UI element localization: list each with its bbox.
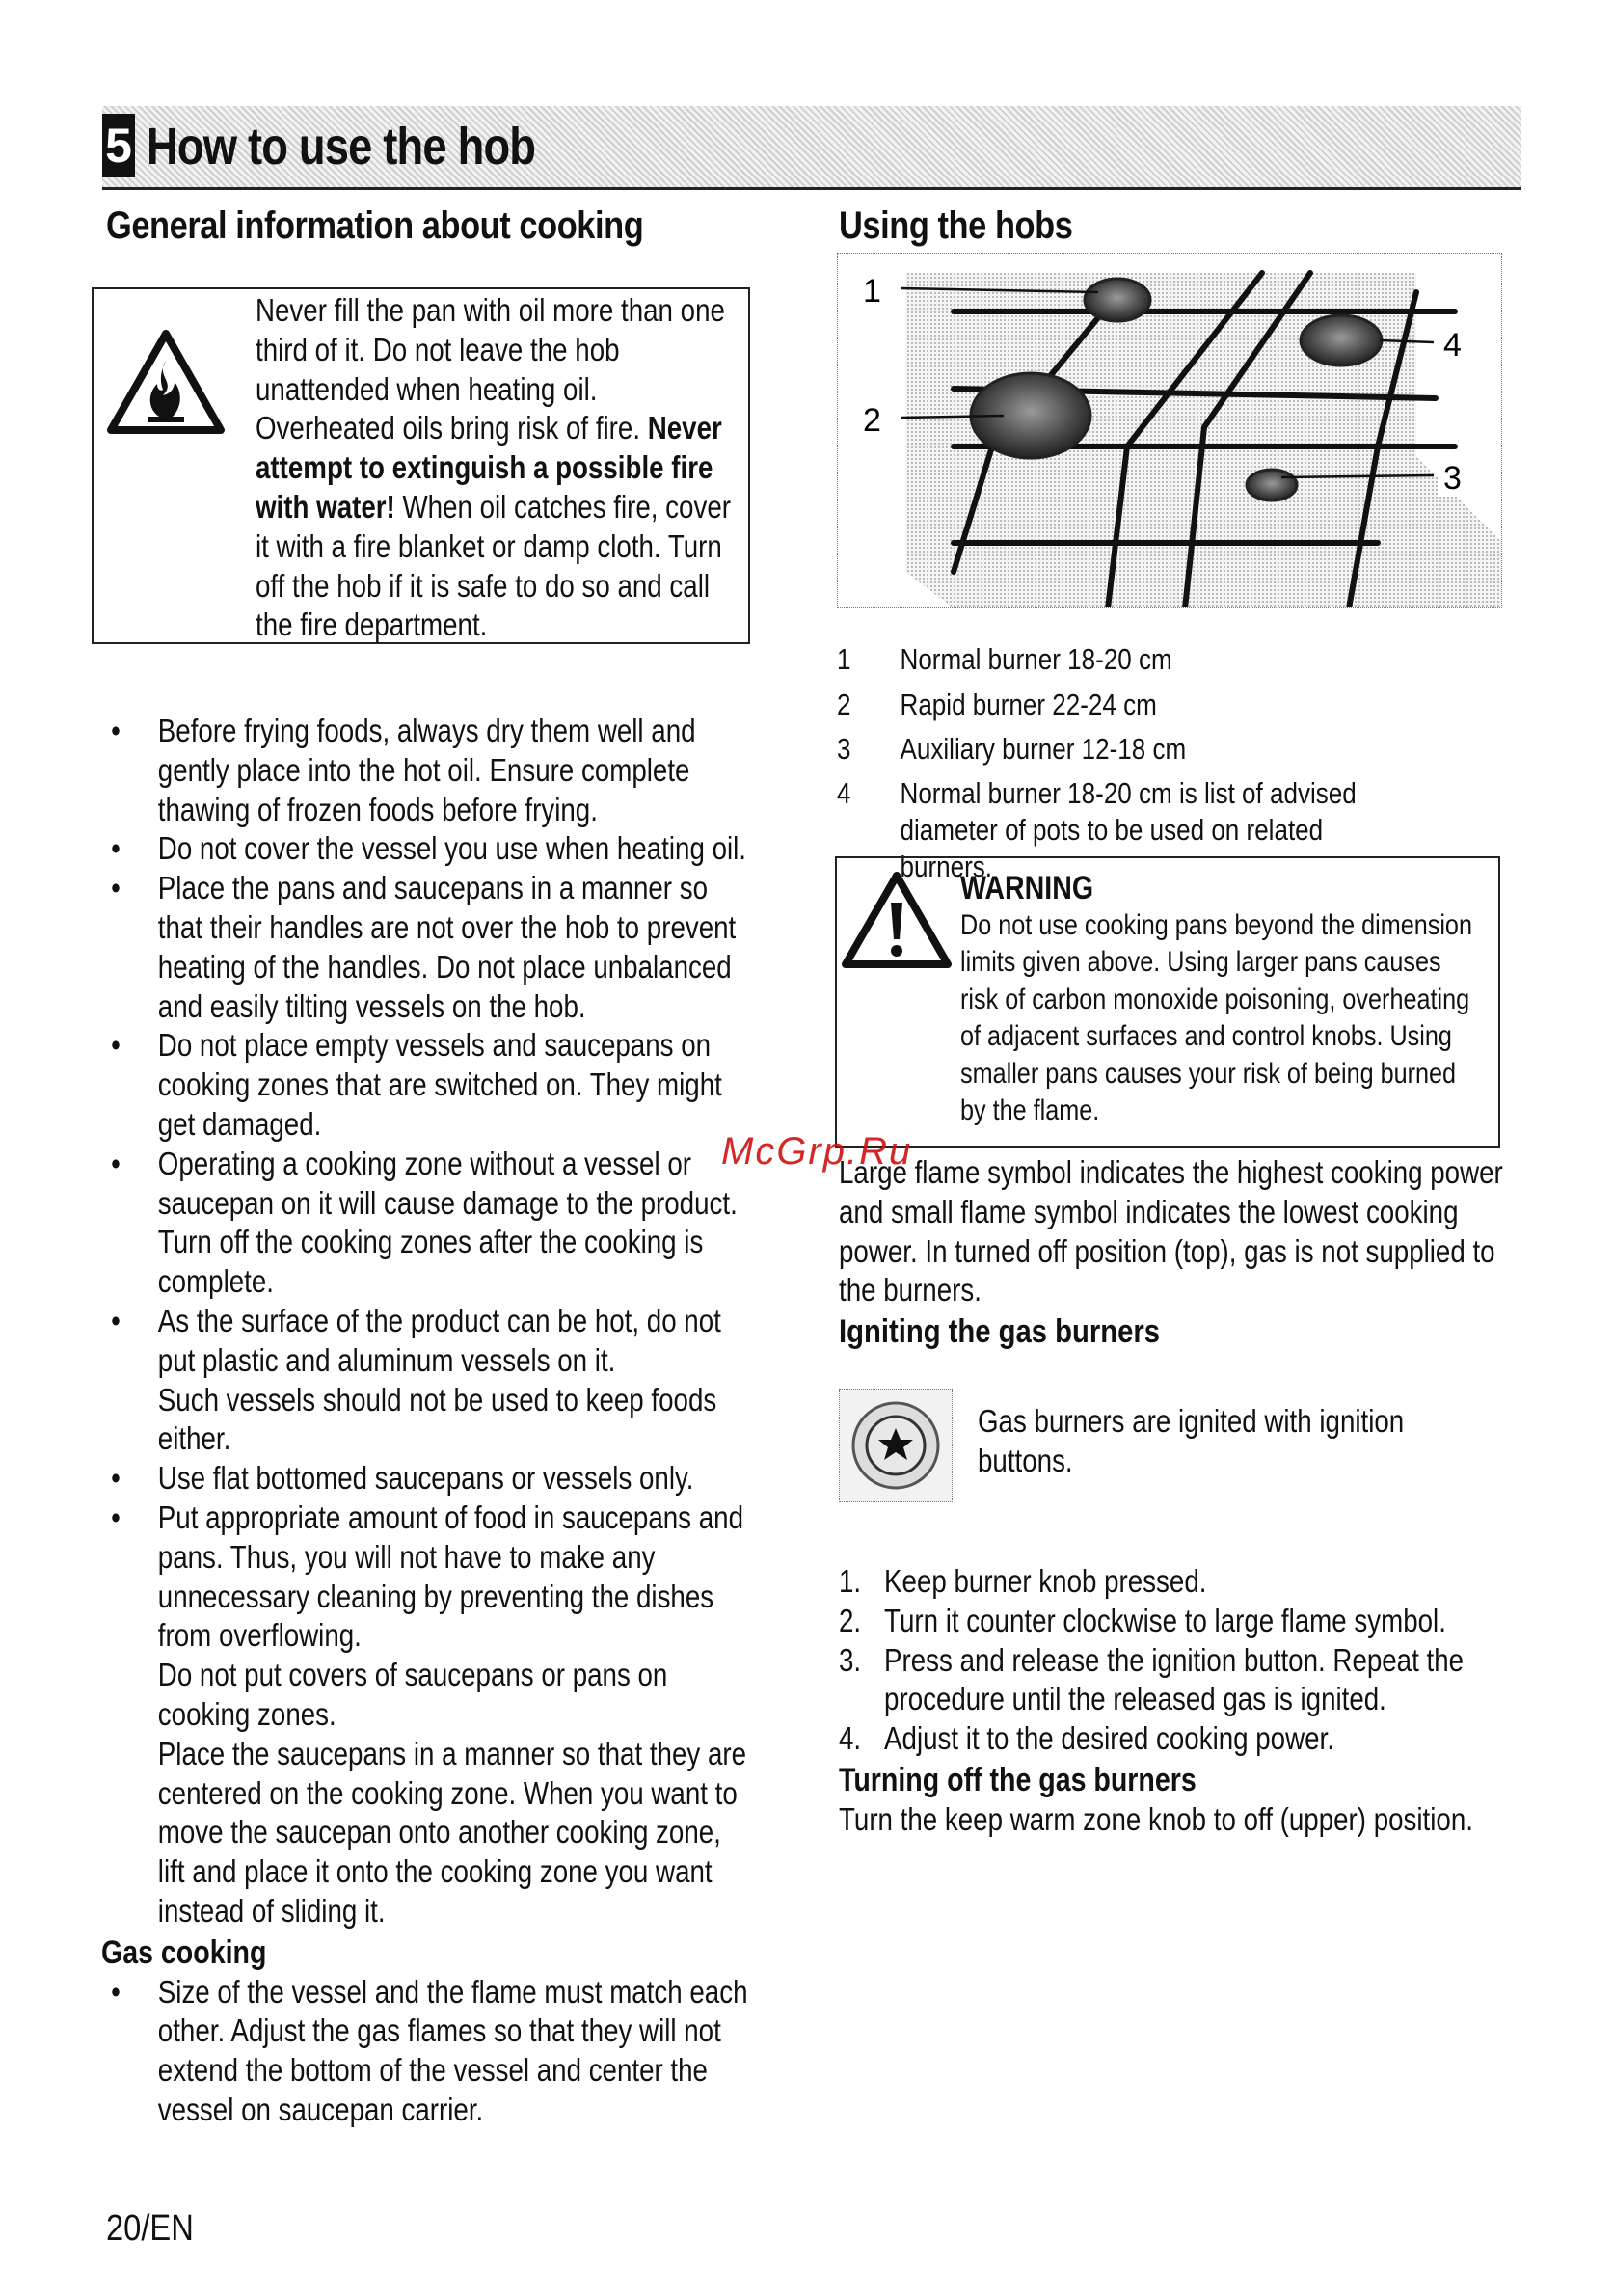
list-item: • Do not cover the vessel you use when heating oil. bbox=[101, 829, 749, 869]
turning-off-text: Turn the keep warm zone knob to off (upper) position. bbox=[839, 1800, 1473, 1837]
page-title: How to use the hob bbox=[147, 118, 536, 176]
figure-label-1: 1 bbox=[863, 273, 881, 310]
warning-text-block bbox=[960, 870, 1479, 1130]
list-item: • Before frying foods, always dry them well and gently place into the hot oil. Ensure complete thawing of frozen foods before frying. bbox=[101, 712, 749, 829]
section-banner bbox=[102, 106, 1521, 190]
ignition-button-icon bbox=[839, 1389, 953, 1502]
ignition-steps-block bbox=[839, 1562, 1520, 1840]
list-item: • Do not place empty vessels and saucepans on cooking zones that are switched on. They might get damaged. bbox=[101, 1026, 749, 1144]
hob-figure bbox=[837, 253, 1502, 608]
list-item: • Size of the vessel and the flame must match each other. Adjust the gas flames so that they will not extend the bottom of the vessel and center the vessel on saucepan carrier. bbox=[101, 1973, 749, 2130]
burner-normal bbox=[1085, 279, 1150, 321]
legend-row: 1 Normal burner 18-20 cm bbox=[837, 642, 1172, 676]
using-hobs-heading: Using the hobs bbox=[839, 204, 1073, 247]
page-number: 20/EN bbox=[106, 2208, 194, 2249]
warning-title: WARNING bbox=[960, 870, 1094, 906]
warning-icon bbox=[840, 870, 954, 970]
gas-cooking-bullets bbox=[101, 1973, 749, 2130]
cooking-bullets bbox=[101, 712, 749, 1931]
legend-row: 4 Normal burner 18-20 cm is list of advised diameter of pots to be used on related burners. bbox=[837, 775, 1357, 883]
burner-legend bbox=[837, 640, 1396, 885]
list-item: • As the surface of the product can be hot, do not put plastic and aluminum vessels on it. Such vessels should not be used to keep foods either. bbox=[101, 1302, 749, 1459]
gas-cooking-heading: Gas cooking bbox=[101, 1933, 267, 1971]
legend-row: 3 Auxiliary burner 12-18 cm bbox=[837, 732, 1187, 766]
fire-warning-text: Never fill the pan with oil more than one third of it. Do not leave the hob unattended when heating oil. Overheated oils bring risk of fire. Never attempt to extinguish a possible fire with water! When oil catches fire, cover it with a fire blanket or damp cloth. Turn off the hob if it is safe to do so and call the fire department. bbox=[256, 292, 731, 643]
fire-warning-icon bbox=[105, 328, 227, 436]
flame-paragraph: Large flame symbol indicates the highest cooking power and small flame symbol indicates the lowest cooking power. In turned off position (top), gas is not supplied to the burners. bbox=[839, 1154, 1503, 1309]
list-item: • Use flat bottomed saucepans or vessels only. bbox=[101, 1459, 749, 1499]
burner-auxiliary bbox=[1247, 470, 1297, 500]
list-item: 1. Keep burner knob pressed. bbox=[839, 1563, 1207, 1599]
legend-row: 2 Rapid burner 22-24 cm bbox=[837, 687, 1157, 721]
igniting-heading: Igniting the gas burners bbox=[839, 1313, 1161, 1350]
list-item: 4. Adjust it to the desired cooking power. bbox=[839, 1720, 1334, 1757]
watermark: McGrp.Ru bbox=[721, 1130, 913, 1173]
list-item: 3. Press and release the ignition button. Repeat the procedure until the released gas is ignited. bbox=[839, 1641, 1465, 1717]
list-item: • Place the pans and saucepans in a manner so that their handles are not over the hob to prevent heating of the handles. Do not place unbalanced and easily tilting vessels on the hob. bbox=[101, 869, 749, 1026]
turning-off-heading: Turning off the gas burners bbox=[839, 1761, 1197, 1798]
list-item: 2. Turn it counter clockwise to large flame symbol. bbox=[839, 1602, 1446, 1638]
figure-label-2: 2 bbox=[863, 402, 881, 439]
list-item: • Operating a cooking zone without a vessel or saucepan on it will cause damage to the product. Turn off the cooking zones after the cooking is complete. bbox=[101, 1145, 749, 1302]
hob-illustration bbox=[838, 254, 1502, 608]
general-info-heading: General information about cooking bbox=[106, 204, 644, 247]
warning-box bbox=[835, 856, 1500, 1148]
burner-normal-2 bbox=[1301, 315, 1382, 365]
figure-label-4: 4 bbox=[1443, 327, 1462, 364]
warning-text: Do not use cooking pans beyond the dimension limits given above. Using larger pans causes risk of carbon monoxide poisoning, overheating of adjacent surfaces and control knobs. Using smaller pans causes your risk of being burned by the flame. bbox=[960, 908, 1472, 1126]
igniting-text: Gas burners are ignited with ignition buttons. bbox=[978, 1403, 1405, 1478]
figure-label-3: 3 bbox=[1443, 460, 1462, 497]
left-bullets-block bbox=[101, 712, 749, 2130]
fire-warning-box bbox=[92, 287, 750, 644]
section-number: 5 bbox=[102, 114, 135, 177]
ignition-steps bbox=[839, 1562, 1520, 1759]
list-item: • Put appropriate amount of food in saucepans and pans. Thus, you will not have to make any unnecessary cleaning by preventing the dishes from overflowing. Do not put covers of saucepans or pans on cooking zones. Place the saucepans in a manner so that they are centered on the cooking zone. When you want to move the saucepan onto another cooking zone, lift and place it onto the cooking zone you want instead of sliding it. bbox=[101, 1499, 749, 1931]
